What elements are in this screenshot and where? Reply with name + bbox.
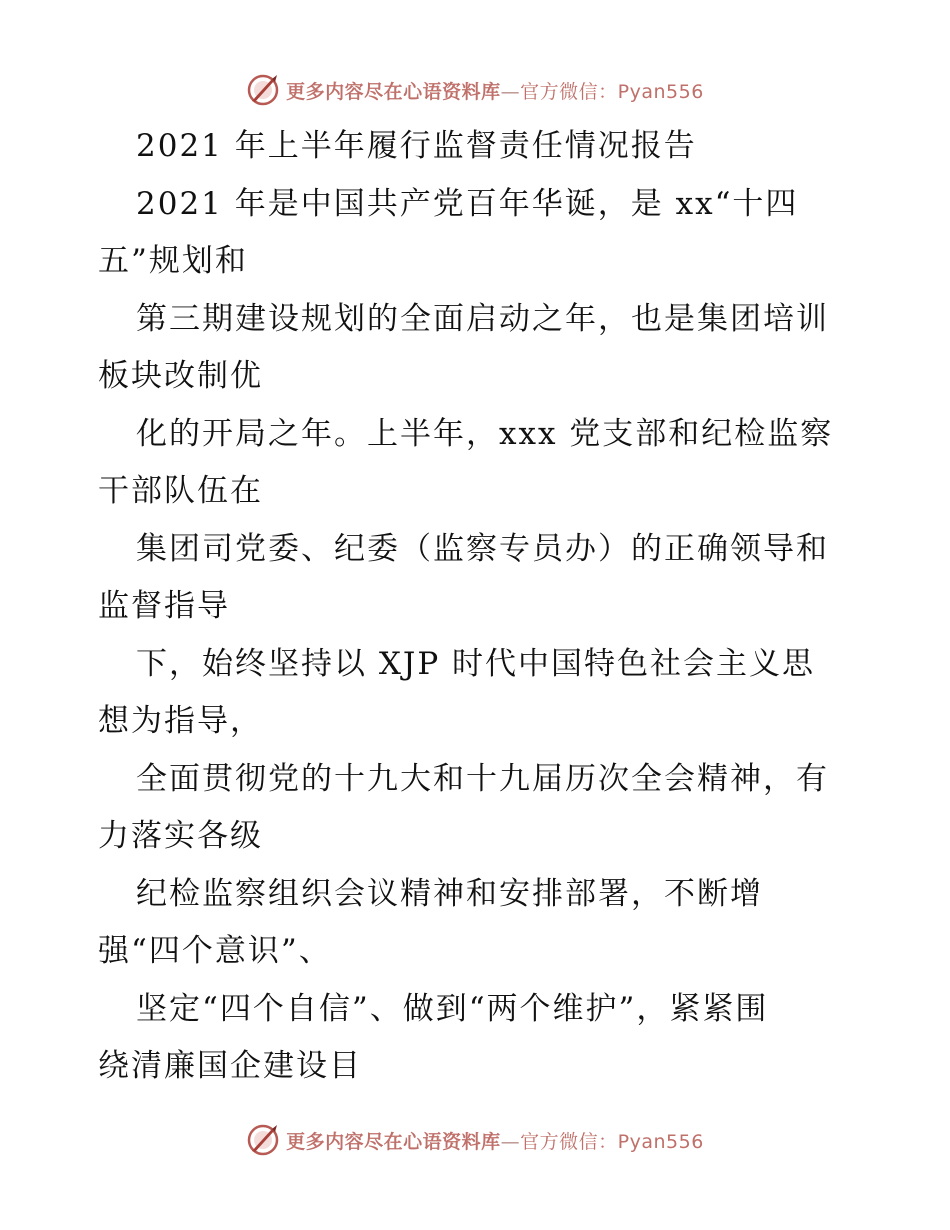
document-body bbox=[98, 118, 868, 1096]
paragraph-line: 五”规划和 bbox=[98, 243, 248, 279]
footer-watermark-banner bbox=[0, 1120, 950, 1160]
paragraph-line: 干部队伍在 bbox=[98, 473, 263, 509]
banner-dash: — bbox=[500, 80, 521, 103]
quill-pen-logo-icon bbox=[246, 73, 280, 107]
paragraph-line: 强“四个意识”、 bbox=[98, 933, 332, 969]
banner-wechat-text: 官方微信：Pyan556 bbox=[520, 1130, 704, 1153]
paragraph-line: 全面贯彻党的十九大和十九届历次全会精神，有 bbox=[136, 760, 829, 797]
paragraph-line: 板块改制优 bbox=[98, 358, 263, 394]
paragraph-line: 化的开局之年。上半年，xxx 党支部和纪检监察 bbox=[136, 415, 834, 452]
paragraph-line: 想为指导， bbox=[98, 703, 263, 739]
banner-main-text: 更多内容尽在心语资料库 bbox=[286, 80, 501, 103]
paragraph-line: 第三期建设规划的全面启动之年，也是集团培训 bbox=[136, 300, 829, 337]
paragraph-line: 集团司党委、纪委（监察专员办）的正确领导和 bbox=[136, 530, 829, 567]
paragraph-line: 坚定“四个自信”、做到“两个维护”，紧紧围 bbox=[136, 990, 769, 1027]
banner-wechat-text: 官方微信：Pyan556 bbox=[520, 80, 704, 103]
banner-dash: — bbox=[500, 1130, 521, 1153]
banner-text bbox=[286, 1127, 704, 1154]
banner-content bbox=[246, 73, 704, 107]
header-watermark-banner bbox=[0, 70, 950, 110]
banner-main-text: 更多内容尽在心语资料库 bbox=[286, 1130, 501, 1153]
paragraph-line: 绕清廉国企建设目 bbox=[98, 1048, 362, 1084]
paragraph-line: 2021 年是中国共产党百年华诞，是 xx“十四 bbox=[136, 185, 799, 222]
paragraph-line: 力落实各级 bbox=[98, 818, 263, 854]
banner-text bbox=[286, 77, 704, 104]
paragraph-line: 下，始终坚持以 XJP 时代中国特色社会主义思 bbox=[136, 645, 816, 682]
paragraph-line: 纪检监察组织会议精神和安排部署，不断增 bbox=[136, 875, 763, 912]
document-title: 2021 年上半年履行监督责任情况报告 bbox=[136, 128, 697, 164]
quill-pen-logo-icon bbox=[246, 1123, 280, 1157]
banner-content bbox=[246, 1123, 704, 1157]
paragraph-line: 监督指导 bbox=[98, 588, 230, 624]
